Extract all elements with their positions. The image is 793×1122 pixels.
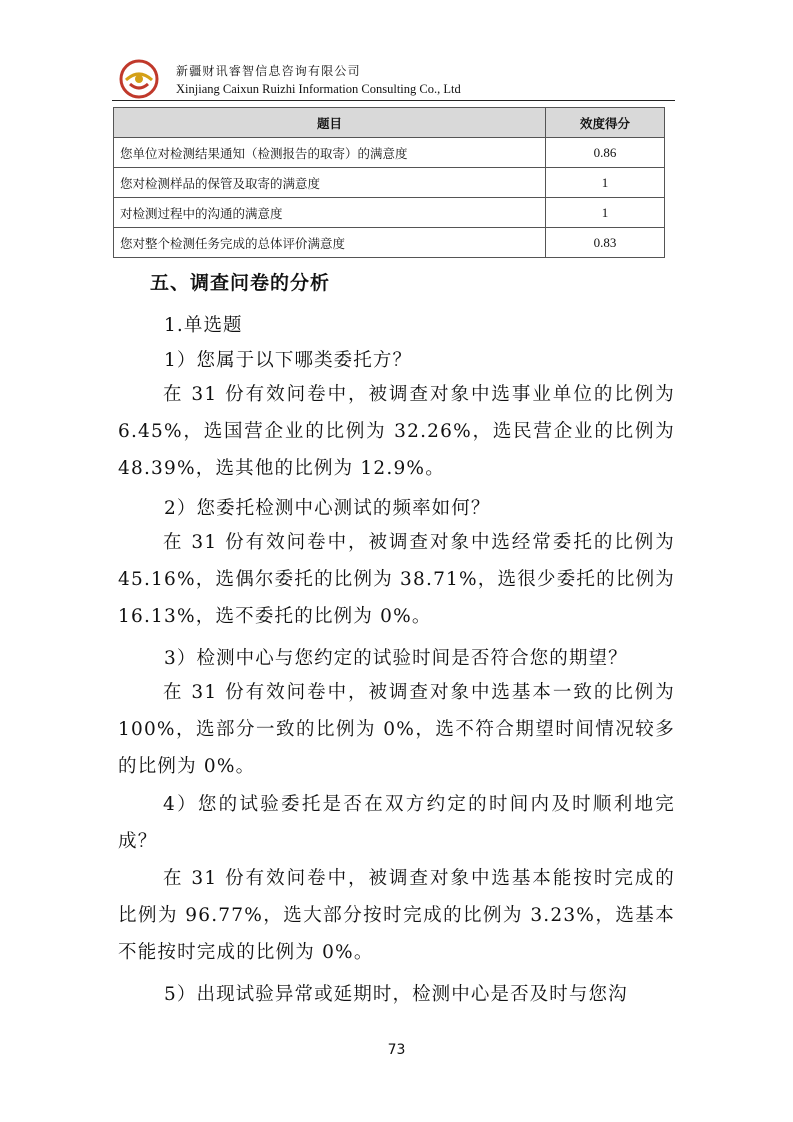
question-3: 3）检测中心与您约定的试验时间是否符合您的期望？ [164, 648, 628, 669]
table-cell-question: 您对整个检测任务完成的总体评价满意度 [114, 228, 546, 258]
company-name-en: Xinjiang Caixun Ruizhi Information Consulting Co., Ltd [176, 82, 461, 96]
question-1: 1）您属于以下哪类委托方？ [164, 350, 413, 371]
table-cell-question: 您单位对检测结果通知（检测报告的取寄）的满意度 [114, 138, 546, 168]
subheading: 1.单选题 [164, 315, 243, 336]
company-logo-icon [118, 58, 160, 100]
table-row [114, 138, 665, 168]
table-row [114, 228, 665, 258]
table-row [114, 168, 665, 198]
table-cell-score: 1 [546, 168, 665, 198]
question-2: 2）您委托检测中心测试的频率如何？ [164, 498, 491, 519]
table-cell-question: 对检测过程中的沟通的满意度 [114, 198, 546, 228]
table-cell-score: 0.83 [546, 228, 665, 258]
answer-4: 在 31 份有效问卷中，被调查对象中选基本能按时完成的比例为 96.77%，选大部分按时完成的比例为 3.23%，选基本不能按时完成的比例为 0%。 [118, 868, 675, 963]
company-name-cn: 新疆财讯睿智信息咨询有限公司 [176, 64, 361, 78]
header-divider [112, 100, 675, 101]
column-header-question: 题目 [114, 108, 546, 138]
answer-1: 在 31 份有效问卷中，被调查对象中选事业单位的比例为 6.45%，选国营企业的比例为 32.26%，选民营企业的比例为 48.39%，选其他的比例为 12.9%。 [118, 384, 675, 479]
table-cell-score: 1 [546, 198, 665, 228]
table-header-row [114, 108, 665, 138]
section-heading: 五、调查问卷的分析 [150, 272, 331, 294]
question-5: 5）出现试验异常或延期时，检测中心是否及时与您沟 [164, 984, 628, 1005]
table-cell-score: 0.86 [546, 138, 665, 168]
page-number: 73 [387, 1042, 406, 1058]
column-header-score: 效度得分 [546, 108, 665, 138]
question-4: 4）您的试验委托是否在双方约定的时间内及时顺利地完成？ [118, 794, 675, 852]
answer-3: 在 31 份有效问卷中，被调查对象中选基本一致的比例为 100%，选部分一致的比例为 0%，选不符合期望时间情况较多的比例为 0%。 [118, 682, 675, 777]
validity-score-table [113, 107, 665, 258]
answer-2: 在 31 份有效问卷中，被调查对象中选经常委托的比例为 45.16%，选偶尔委托的比例为 38.71%，选很少委托的比例为 16.13%，选不委托的比例为 0%。 [118, 532, 675, 627]
page-header [118, 56, 674, 102]
table-row [114, 198, 665, 228]
table-cell-question: 您对检测样品的保管及取寄的满意度 [114, 168, 546, 198]
